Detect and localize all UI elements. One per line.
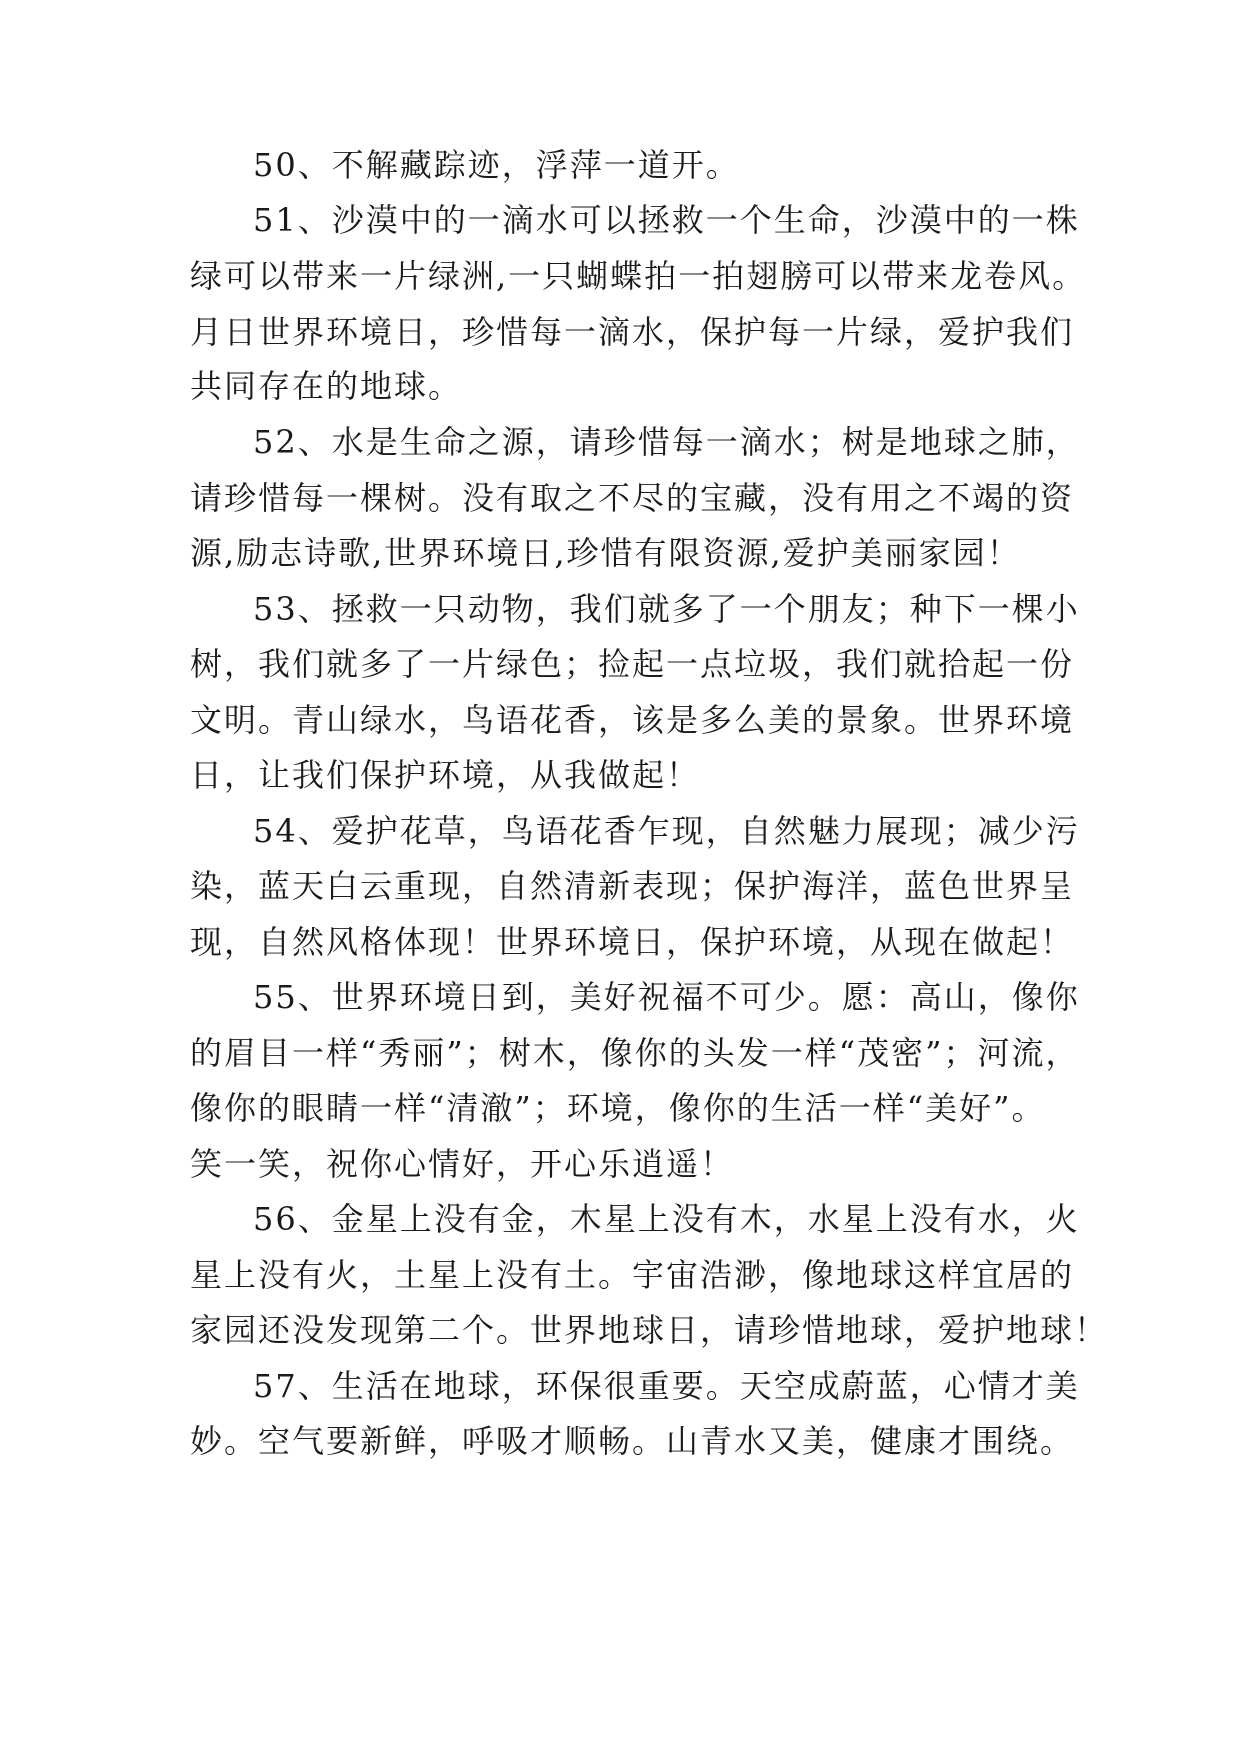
text-line: 树，我们就多了一片绿色；捡起一点垃圾，我们就拾起一份	[190, 645, 1075, 683]
text-line: 家园还没发现第二个。世界地球日，请珍惜地球，爱护地球！	[190, 1311, 1109, 1349]
text-line: 绿可以带来一片绿洲,一只蝴蝶拍一拍翅膀可以带来龙卷风。	[190, 257, 1087, 295]
text-line: 源,励志诗歌,世界环境日,珍惜有限资源,爱护美丽家园！	[190, 534, 1021, 572]
text-line: 请珍惜每一棵树。没有取之不尽的宝藏，没有用之不竭的资	[190, 479, 1075, 517]
text-line: 共同存在的地球。	[190, 367, 463, 405]
text-line: 文明。青山绿水，鸟语花香，该是多么美的景象。世界环境	[190, 701, 1075, 739]
text-line: 51、沙漠中的一滴水可以拯救一个生命，沙漠中的一株	[253, 201, 1080, 239]
text-line: 53、拯救一只动物，我们就多了一个朋友；种下一棵小	[253, 590, 1080, 628]
text-line: 笑一笑，祝你心情好，开心乐逍遥！	[190, 1145, 735, 1183]
text-line: 星上没有火，土星上没有土。宇宙浩渺，像地球这样宜居的	[190, 1256, 1075, 1294]
text-line: 像你的眼睛一样“清澈”；环境，像你的生活一样“美好”。	[190, 1089, 1046, 1127]
text-line: 日，让我们保护环境，从我做起！	[190, 756, 701, 794]
text-line: 56、金星上没有金，木星上没有木，水星上没有水，火	[253, 1200, 1080, 1238]
text-line: 54、爱护花草，鸟语花香乍现，自然魅力展现；减少污	[253, 812, 1080, 850]
text-line: 52、水是生命之源，请珍惜每一滴水；树是地球之肺，	[253, 423, 1080, 461]
text-line: 57、生活在地球，环保很重要。天空成蔚蓝，心情才美	[253, 1367, 1080, 1405]
text-line: 50、不解藏踪迹，浮萍一道开。	[253, 146, 740, 184]
text-line: 染，蓝天白云重现，自然清新表现；保护海洋，蓝色世界呈	[190, 867, 1075, 905]
text-line: 现，自然风格体现！世界环境日，保护环境，从现在做起！	[190, 923, 1075, 961]
text-line: 的眉目一样“秀丽”；树木，像你的头发一样“茂密”；河流，	[190, 1034, 1080, 1072]
text-line: 妙。空气要新鲜，呼吸才顺畅。山青水又美，健康才围绕。	[190, 1422, 1075, 1460]
text-line: 月日世界环境日，珍惜每一滴水，保护每一片绿，爱护我们	[190, 313, 1075, 351]
text-line: 55、世界环境日到，美好祝福不可少。愿：高山，像你	[253, 978, 1080, 1016]
